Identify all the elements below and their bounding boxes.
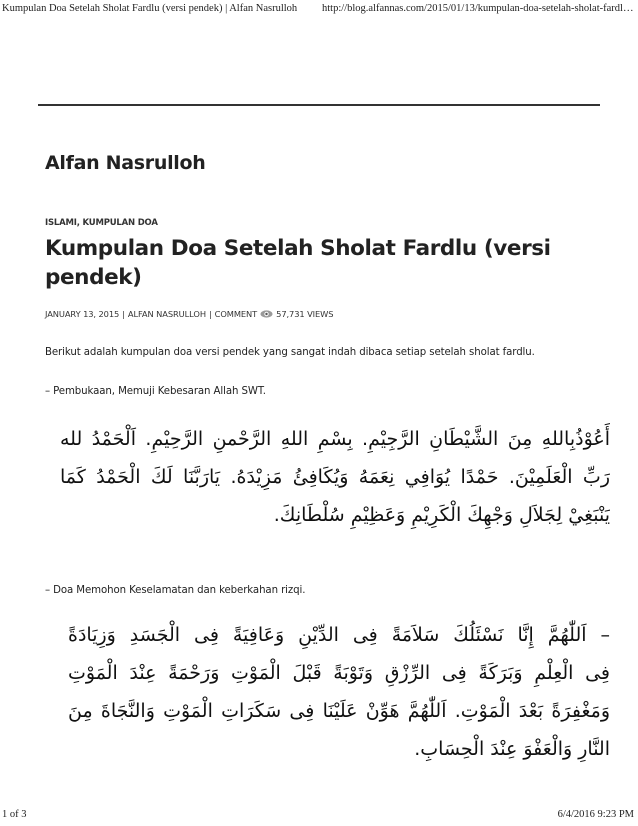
section-heading-keselamatan: – Doa Memohon Keselamatan dan keberkahan rizqi. [45, 585, 306, 596]
post-meta [45, 309, 333, 319]
post-categories [45, 218, 158, 228]
arabic-prayer-keselamatan [68, 616, 610, 796]
print-header-url: http://blog.alfannas.com/2015/01/13/kumpulan-doa-setelah-sholat-fardlu... [322, 3, 636, 14]
arabic-line: أَعُوْذُبِاللهِ مِنَ الشَّيْطَانِ الرَّجِيْمِ. بِسْمِ اللهِ الرَّحْمنِ الرَّحِيْمِ. اَلْحَمْدُ لله [60, 428, 610, 450]
eye-icon [260, 310, 273, 318]
print-header-title: Kumpulan Doa Setelah Sholat Fardlu (versi pendek) | Alfan Nasrulloh [2, 3, 298, 14]
category-link-kumpulan-doa[interactable]: KUMPULAN DOA [82, 218, 158, 228]
post-title: Kumpulan Doa Setelah Sholat Fardlu (versi pendek) [45, 236, 551, 290]
meta-separator: | [208, 309, 212, 319]
arabic-line: النَّارِ وَالْعَفْوَ عِنْدَ الْحِسَابِ. [414, 738, 610, 760]
print-footer-page: 1 of 3 [2, 809, 27, 820]
post-author[interactable]: ALFAN NASRULLOH [127, 309, 206, 319]
print-footer-datetime: 6/4/2016 9:23 PM [557, 809, 634, 820]
arabic-line: – اَللّٰهُمَّ إِنَّا نَسْئَلُكَ سَلاَمَةً فِى الدِّيْنِ وَعَافِيَةً فِى الْجَسَدِ وَزِيَادَةً [68, 624, 610, 646]
meta-separator: | [122, 309, 125, 319]
arabic-line: رَبِّ الْعَلَمِيْنَ. حَمْدًا يُوَافِي نِعَمَهُ وَيُكَافِئُ مَزِيْدَهُ. يَارَبَّنَا لَكَ الْحَمْدُ كَمَا [60, 466, 610, 488]
arabic-line: وَمَغْفِرَةً بَعْدَ الْمَوْتِ. اَللّٰهُمَّ هَوِّنْ عَلَيْنَا فِى سَكَرَاتِ الْمَوْتِ وَالنَّجَاةَ مِنَ [68, 700, 610, 722]
site-title[interactable]: Alfan Nasrulloh [45, 152, 206, 174]
top-divider [38, 104, 600, 106]
category-link-islami[interactable]: ISLAMI [45, 218, 77, 228]
category-separator: , [76, 218, 83, 228]
arabic-line: يَنْبَغِيْ لِجَلاَلِ وَجْهِكَ الْكَرِيْمِ وَعَظِيْمِ سُلْطَانِكَ. [273, 504, 610, 526]
print-footer [0, 809, 638, 823]
section-heading-pembukaan: – Pembukaan, Memuji Kebesaran Allah SWT. [45, 386, 266, 397]
print-header [0, 3, 638, 17]
post-date[interactable]: JANUARY 13, 2015 [45, 309, 120, 319]
intro-paragraph: Berikut adalah kumpulan doa versi pendek yang sangat indah dibaca setiap setelah sholat fardlu. [45, 347, 535, 358]
post-views: 57,731 VIEWS [276, 309, 334, 319]
post-comment-link[interactable]: COMMENT [214, 309, 258, 319]
arabic-prayer-pembukaan [60, 420, 610, 560]
arabic-line: فِى الْعِلْمِ وَبَرَكَةً فِى الرِّزْقِ وَتَوْبَةً قَبْلَ الْمَوْتِ وَرَحْمَةً عِنْدَ الْمَوْتِ [68, 662, 610, 684]
